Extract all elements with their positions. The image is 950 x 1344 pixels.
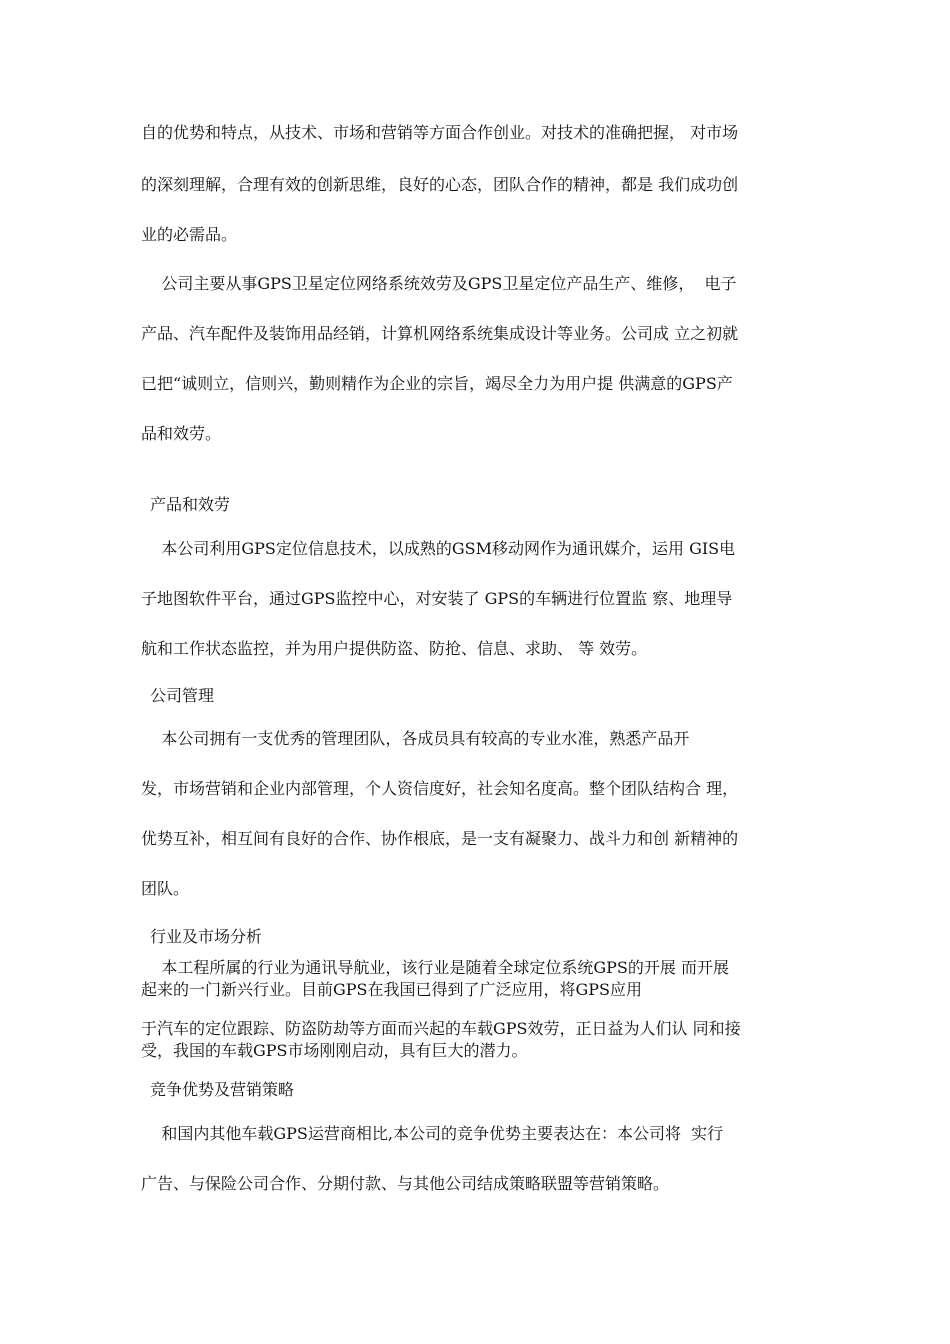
- market-line-3: 于汽车的定位跟踪、防盗防劫等方面而兴起的车载GPS效劳，正日益为人们认 同和接: [141, 1019, 741, 1038]
- intro-line-2: 的深刻理解，合理有效的创新思维，良好的心态，团队合作的精神，都是 我们成功创: [141, 175, 739, 194]
- heading-products: 产品和效劳: [150, 495, 231, 514]
- business-line-3: 已把“诚则立，信则兴，勤则精作为企业的宗旨，竭尽全力为用户提 供满意的GPS产: [141, 374, 733, 393]
- products-line-3: 航和工作状态监控，并为用户提供防盗、防抢、信息、求助、 等 效劳。: [141, 639, 648, 658]
- management-line-2: 发，市场营销和企业内部管理，个人资信度好，社会知名度高。整个团队结构合 理，: [141, 779, 739, 798]
- management-line-1: 本公司拥有一支优秀的管理团队，各成员具有较高的专业水准，熟悉产品开: [141, 729, 690, 748]
- market-line-4: 受，我国的车载GPS市场刚刚启动，具有巨大的潜力。: [141, 1041, 528, 1060]
- business-line-4: 品和效劳。: [141, 424, 222, 443]
- competition-line-1: 和国内其他车载GPS运营商相比,本公司的竞争优势主要表达在：本公司将 实行: [141, 1124, 724, 1143]
- business-line-2: 产品、汽车配件及装饰用品经销，计算机网络系统集成设计等业务。公司成 立之初就: [141, 324, 739, 343]
- intro-line-1: 自的优势和特点，从技术、市场和营销等方面合作创业。对技术的准确把握， 对市场: [141, 123, 739, 142]
- products-line-1: 本公司利用GPS定位信息技术，以成熟的GSM移动网作为通讯媒介，运用 GIS电: [141, 539, 736, 558]
- business-line-1: 公司主要从事GPS卫星定位网络系统效劳及GPS卫星定位产品生产、维修， 电子: [141, 274, 737, 293]
- heading-management: 公司管理: [150, 686, 215, 705]
- heading-competition: 竞争优势及营销策略: [150, 1080, 295, 1099]
- competition-line-2: 广告、与保险公司合作、分期付款、与其他公司结成策略联盟等营销策略。: [141, 1174, 670, 1193]
- heading-market: 行业及市场分析: [150, 927, 263, 946]
- intro-line-3: 业的必需品。: [141, 225, 238, 244]
- products-line-2: 子地图软件平台，通过GPS监控中心，对安装了 GPS的车辆进行位置监 察、地理导: [141, 589, 733, 608]
- management-line-4: 团队。: [141, 879, 190, 898]
- management-line-3: 优势互补，相互间有良好的合作、协作根底，是一支有凝聚力、战斗力和创 新精神的: [141, 829, 739, 848]
- market-line-1: 本工程所属的行业为通讯导航业，该行业是随着全球定位系统GPS的开展 而开展: [141, 958, 729, 977]
- market-line-2: 起来的一门新兴行业。目前GPS在我国已得到了广泛应用，将GPS应用: [141, 980, 643, 999]
